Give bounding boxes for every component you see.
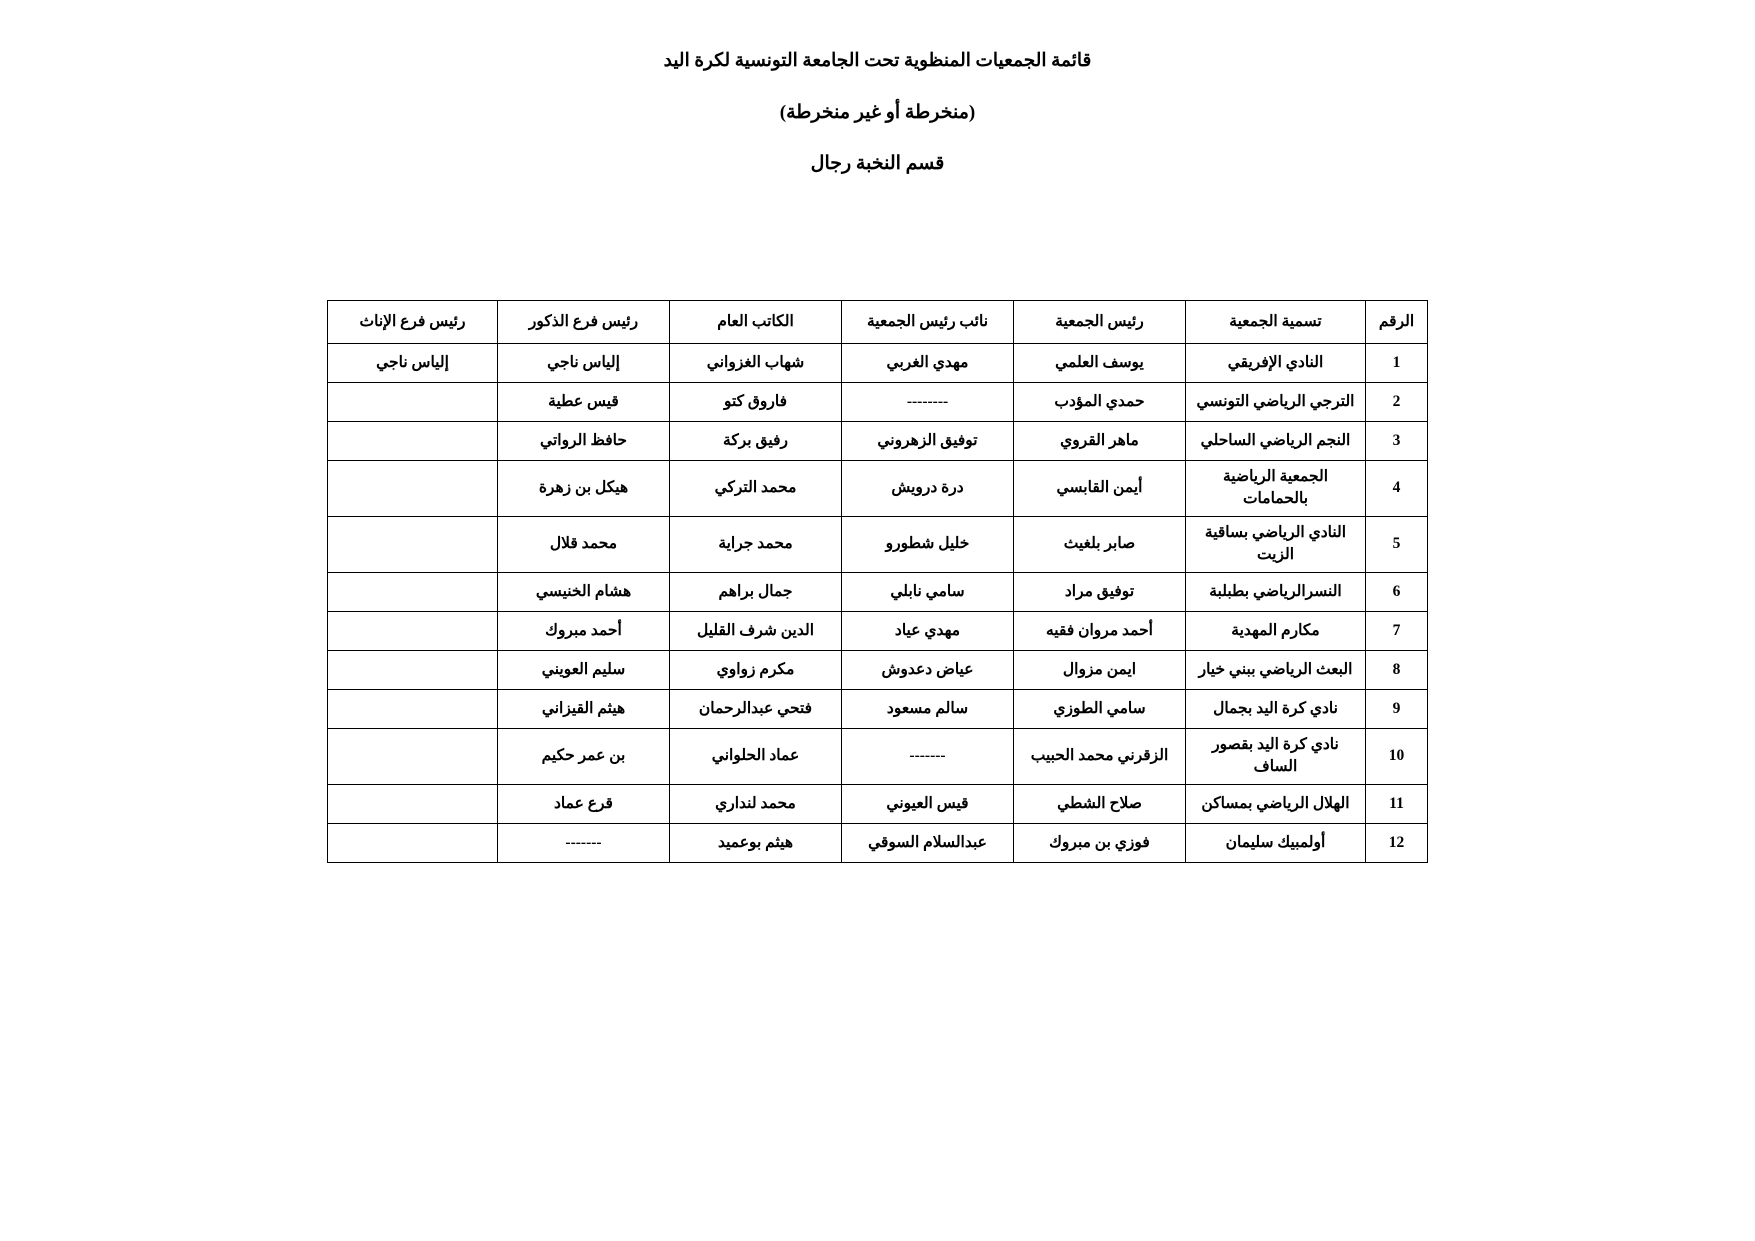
cell-female-branch-head	[328, 383, 498, 422]
table-row	[328, 689, 1428, 728]
cell-general-secretary: هيثم بوعميد	[670, 823, 842, 862]
cell-female-branch-head	[328, 461, 498, 517]
cell-association-name: النسرالرياضي بطبلبة	[1186, 572, 1366, 611]
cell-vice-president: خليل شطورو	[842, 516, 1014, 572]
cell-number: 2	[1366, 383, 1428, 422]
cell-female-branch-head	[328, 572, 498, 611]
cell-number: 12	[1366, 823, 1428, 862]
cell-vice-president: سالم مسعود	[842, 689, 1014, 728]
cell-association-name: الجمعية الرياضية بالحمامات	[1186, 461, 1366, 517]
cell-vice-president: درة درويش	[842, 461, 1014, 517]
cell-number: 10	[1366, 728, 1428, 784]
cell-number: 1	[1366, 344, 1428, 383]
cell-general-secretary: محمد جراية	[670, 516, 842, 572]
cell-female-branch-head	[328, 689, 498, 728]
cell-general-secretary: محمد التركي	[670, 461, 842, 517]
cell-vice-president: مهدي الغربي	[842, 344, 1014, 383]
cell-president: يوسف العلمي	[1014, 344, 1186, 383]
cell-association-name: النادي الرياضي بساقية الزيت	[1186, 516, 1366, 572]
cell-number: 6	[1366, 572, 1428, 611]
cell-female-branch-head	[328, 823, 498, 862]
table-row	[328, 823, 1428, 862]
cell-male-branch-head: هيثم القيزاني	[498, 689, 670, 728]
table-row	[328, 728, 1428, 784]
cell-association-name: نادي كرة اليد بقصور الساف	[1186, 728, 1366, 784]
cell-male-branch-head: سليم العويني	[498, 650, 670, 689]
cell-number: 9	[1366, 689, 1428, 728]
column-header-male-branch-head: رئيس فرع الذكور	[498, 301, 670, 344]
cell-male-branch-head: قيس عطية	[498, 383, 670, 422]
table-row	[328, 383, 1428, 422]
associations-table-container	[0, 300, 1755, 863]
cell-association-name: أولمبيك سليمان	[1186, 823, 1366, 862]
table-row	[328, 344, 1428, 383]
cell-vice-president: -------	[842, 728, 1014, 784]
page-section-title: قسم النخبة رجال	[810, 152, 945, 174]
column-header-female-branch-head: رئيس فرع الإناث	[328, 301, 498, 344]
column-header-president: رئيس الجمعية	[1014, 301, 1186, 344]
cell-vice-president: توفيق الزهروني	[842, 422, 1014, 461]
cell-association-name: مكارم المهدية	[1186, 611, 1366, 650]
cell-female-branch-head	[328, 422, 498, 461]
cell-association-name: الترجي الرياضي التونسي	[1186, 383, 1366, 422]
cell-general-secretary: عماد الحلواني	[670, 728, 842, 784]
column-header-number: الرقم	[1366, 301, 1428, 344]
table-row	[328, 650, 1428, 689]
cell-general-secretary: الدين شرف القليل	[670, 611, 842, 650]
cell-male-branch-head: قرع عماد	[498, 784, 670, 823]
cell-female-branch-head	[328, 728, 498, 784]
cell-male-branch-head: -------	[498, 823, 670, 862]
cell-number: 3	[1366, 422, 1428, 461]
column-header-general-secretary: الكاتب العام	[670, 301, 842, 344]
cell-vice-president: --------	[842, 383, 1014, 422]
cell-general-secretary: جمال براهم	[670, 572, 842, 611]
table-row	[328, 422, 1428, 461]
cell-general-secretary: محمد لنداري	[670, 784, 842, 823]
cell-vice-president: عبدالسلام السوقي	[842, 823, 1014, 862]
table-body	[328, 344, 1428, 863]
cell-general-secretary: فتحي عبدالرحمان	[670, 689, 842, 728]
cell-number: 5	[1366, 516, 1428, 572]
cell-association-name: الهلال الرياضي بمساكن	[1186, 784, 1366, 823]
cell-female-branch-head	[328, 611, 498, 650]
page-title: قائمة الجمعيات المنظوية تحت الجامعة التونسية لكرة اليد	[663, 51, 1092, 71]
cell-president: توفيق مراد	[1014, 572, 1186, 611]
cell-vice-president: مهدي عياد	[842, 611, 1014, 650]
cell-male-branch-head: بن عمر حكيم	[498, 728, 670, 784]
cell-president: أحمد مروان فقيه	[1014, 611, 1186, 650]
cell-president: الزقرني محمد الحبيب	[1014, 728, 1186, 784]
page-subtitle: (منخرطة أو غير منخرطة)	[779, 101, 976, 123]
cell-association-name: البعث الرياضي ببني خيار	[1186, 650, 1366, 689]
cell-president: ايمن مزوال	[1014, 650, 1186, 689]
table-row	[328, 461, 1428, 517]
table-row	[328, 611, 1428, 650]
table-row	[328, 516, 1428, 572]
cell-general-secretary: رفيق بركة	[670, 422, 842, 461]
cell-president: سامي الطوزي	[1014, 689, 1186, 728]
cell-president: حمدي المؤدب	[1014, 383, 1186, 422]
cell-president: صابر بلغيث	[1014, 516, 1186, 572]
cell-general-secretary: مكرم زواوي	[670, 650, 842, 689]
column-header-association-name: تسمية الجمعية	[1186, 301, 1366, 344]
cell-general-secretary: فاروق كتو	[670, 383, 842, 422]
cell-president: أيمن القابسي	[1014, 461, 1186, 517]
cell-male-branch-head: هشام الخنيسي	[498, 572, 670, 611]
cell-association-name: النجم الرياضي الساحلي	[1186, 422, 1366, 461]
cell-number: 11	[1366, 784, 1428, 823]
cell-number: 4	[1366, 461, 1428, 517]
associations-table	[327, 300, 1428, 863]
cell-association-name: نادي كرة اليد بجمال	[1186, 689, 1366, 728]
cell-female-branch-head	[328, 516, 498, 572]
cell-male-branch-head: أحمد مبروك	[498, 611, 670, 650]
cell-female-branch-head	[328, 784, 498, 823]
cell-male-branch-head: هيكل بن زهرة	[498, 461, 670, 517]
cell-female-branch-head: إلياس ناجي	[328, 344, 498, 383]
cell-president: ماهر القروي	[1014, 422, 1186, 461]
table-row	[328, 784, 1428, 823]
cell-female-branch-head	[328, 650, 498, 689]
cell-male-branch-head: محمد قلال	[498, 516, 670, 572]
cell-vice-president: قيس العيوني	[842, 784, 1014, 823]
document-header	[0, 0, 1755, 173]
cell-vice-president: سامي نابلي	[842, 572, 1014, 611]
column-header-vice-president: نائب رئيس الجمعية	[842, 301, 1014, 344]
cell-general-secretary: شهاب الغزواني	[670, 344, 842, 383]
cell-male-branch-head: إلياس ناجي	[498, 344, 670, 383]
cell-president: فوزي بن مبروك	[1014, 823, 1186, 862]
cell-number: 8	[1366, 650, 1428, 689]
cell-president: صلاح الشطي	[1014, 784, 1186, 823]
cell-number: 7	[1366, 611, 1428, 650]
cell-association-name: النادي الإفريقي	[1186, 344, 1366, 383]
cell-vice-president: عياض دعدوش	[842, 650, 1014, 689]
table-row	[328, 572, 1428, 611]
cell-male-branch-head: حافظ الرواتي	[498, 422, 670, 461]
table-header-row	[328, 301, 1428, 344]
